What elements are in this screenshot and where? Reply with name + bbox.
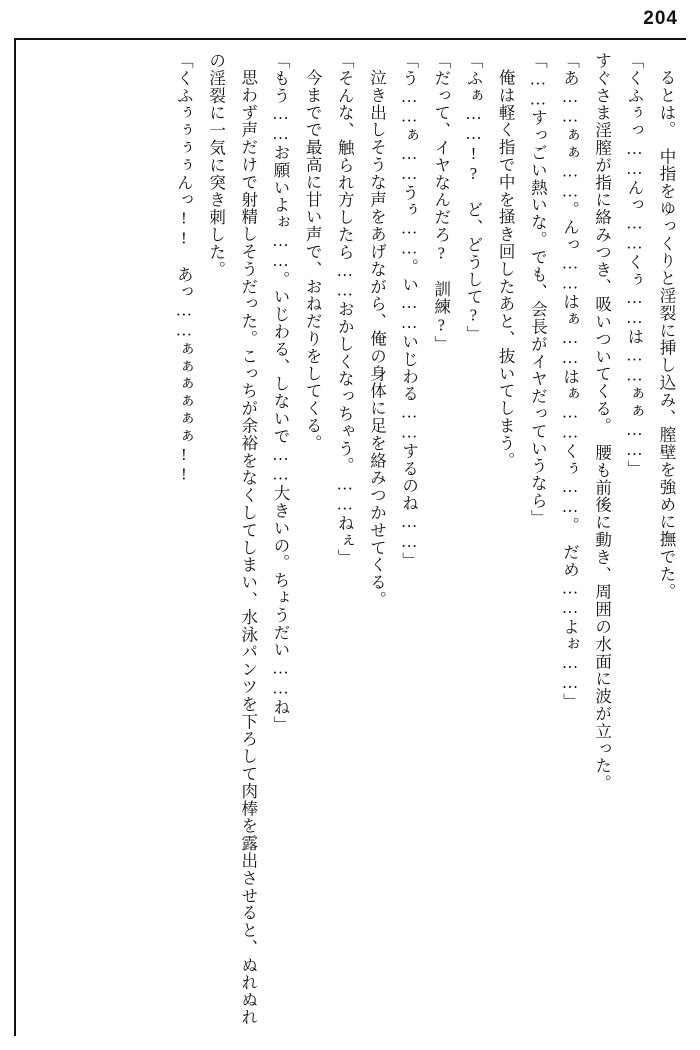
text-line: 「くふぅっ……んっ……くぅ……は……ぁぁ……」	[624, 52, 644, 478]
text-line: 「あ……ぁぁ……。んっ……はぁ……はぁ……くぅ……。 だめ……よぉ……」	[560, 52, 580, 711]
text-line: 思わず声だけで射精しそうだった。こっちが余裕をなくしてしまい、水泳パンツを下ろして肉棒を露出させると、ぬれぬれの淫裂に一気に突き刺した。	[206, 52, 258, 1026]
page-number: 204	[643, 8, 678, 29]
header-rule	[14, 38, 686, 40]
left-margin-rule	[14, 38, 16, 1036]
text-line: 今までで最高に甘い声で、おねだりをしてくる。	[303, 68, 323, 452]
text-line: 「ふぁ……!? ど、どうして?」	[463, 52, 483, 343]
text-line: 「くふぅぅぅぅんっ!! あっ……ぁぁぁぁぁぁ!!	[174, 52, 194, 485]
text-line: 「……すっごい熱いな。でも、会長がイヤだっていうなら」	[528, 52, 548, 527]
text-line: るとは。 中指をゆっくりと淫裂に挿し込み、膣壁を強めに撫でた。	[657, 68, 676, 600]
text-line: 「そんな、触られ方したら……おかしくなっちゃう。……ねぇ」	[335, 52, 355, 567]
text-line: 「う……ぁ……うぅ……。い……いじわる……するのね……」	[399, 52, 419, 570]
text-line: 「もう……お願いよぉ……。いじわる、しないで……大きいの。ちょうだい……ね」	[270, 52, 290, 734]
text-line: すぐさま淫膣が指に絡みつき、吸いついてくる。 腰も前後に動き、周囲の水面に波が立った。	[592, 52, 612, 792]
text-line: 「だって、イヤなんだろ? 訓練?」	[431, 52, 451, 353]
text-line: 泣き出しそうな声をあげながら、俺の身体に足を絡みつかせてくる。	[367, 68, 387, 608]
text-line: 俺は軽く指で中を掻き回したあと、抜いてしまう。	[496, 68, 516, 469]
page-body-text	[26, 52, 682, 1032]
